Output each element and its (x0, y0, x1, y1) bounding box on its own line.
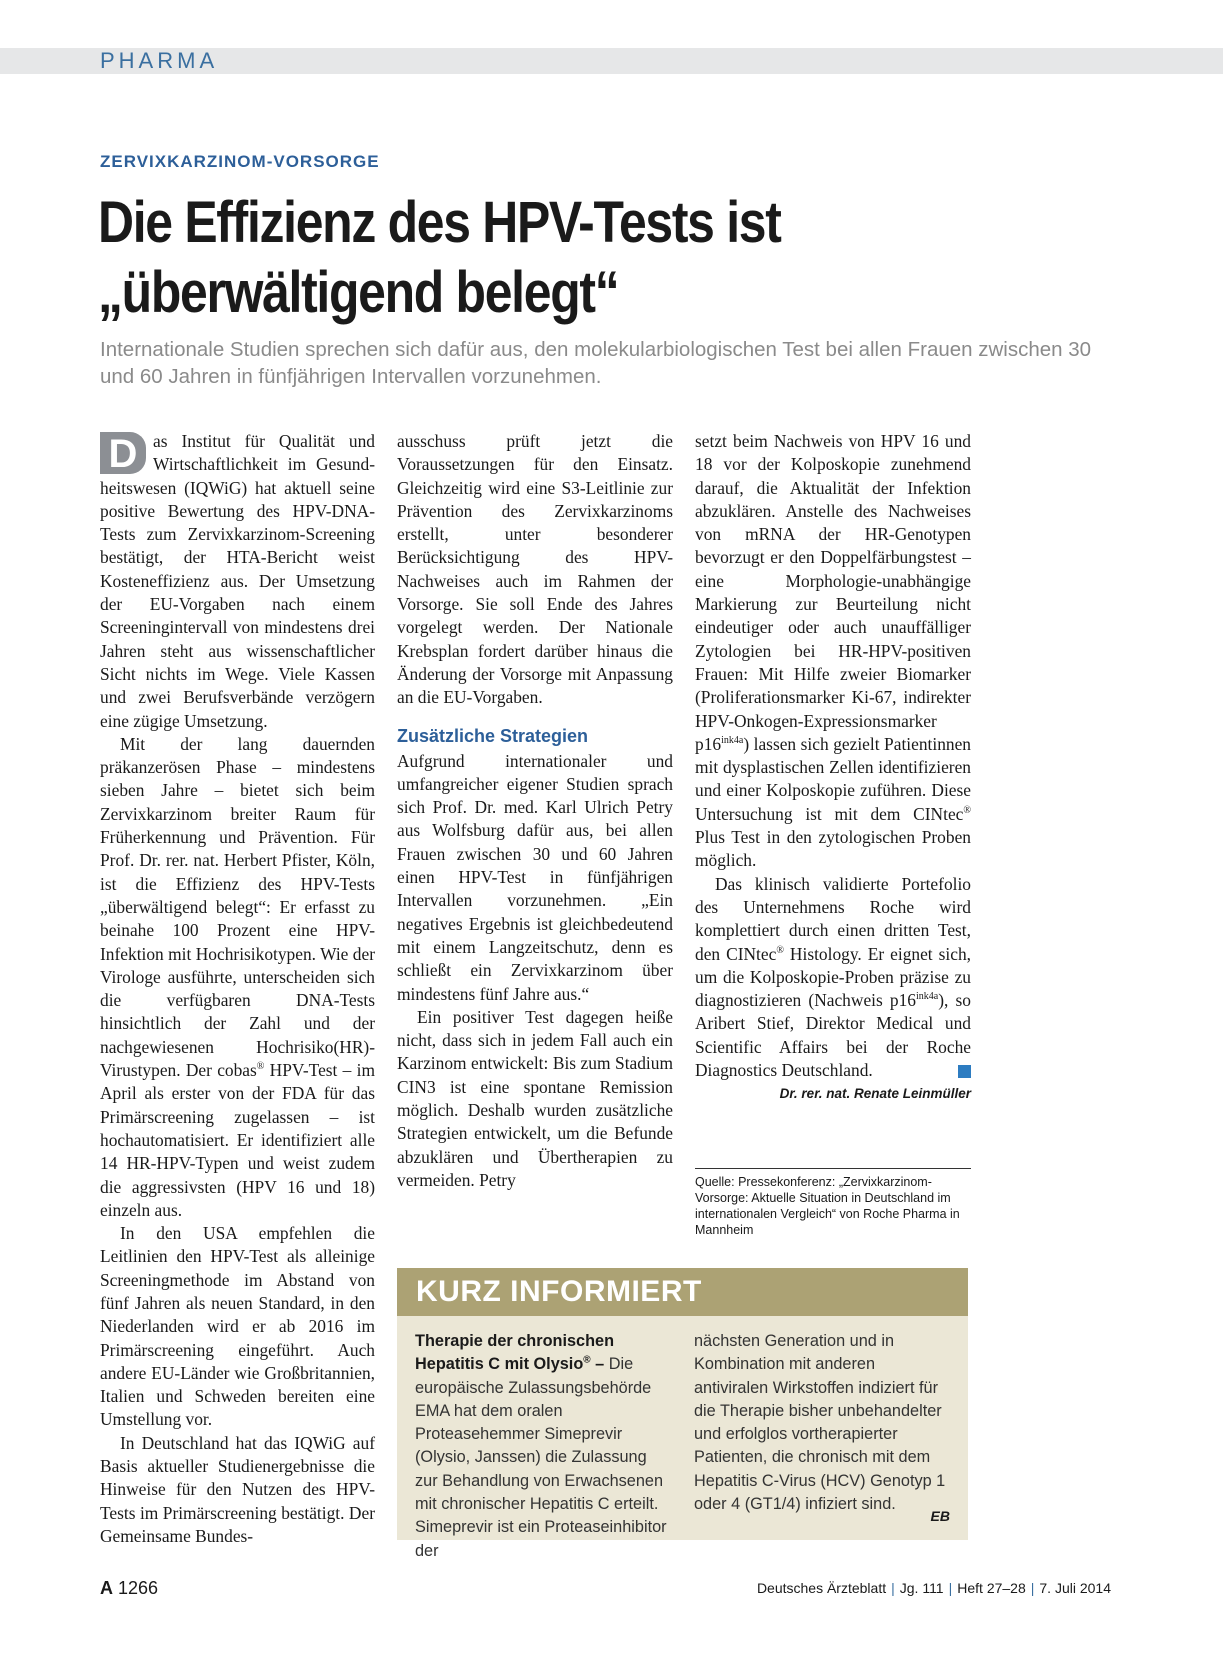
article-author: Dr. rer. nat. Renate Leinmüller (779, 1086, 971, 1102)
article-headline (98, 188, 975, 328)
paragraph-3: In den USA empfehlen die Leitlinien den HPV-Test als alleinige Screeningmethode im Abstand von fünf Jahren als neuen Standard, in den Niederlanden wird er ab 2016 im Primärscreening eingeführt. Auch andere EU-Länder wie Großbritannien, Italien und Schweden bereiten eine Umstellung vor. (100, 1223, 375, 1430)
article-column-1 (100, 430, 375, 1548)
superscript-ink4a: ink4a (721, 735, 744, 747)
info-box-heading: KURZ INFORMIERT (416, 1275, 702, 1308)
journal-issue: Heft 27–28 (957, 1580, 1026, 1596)
registered-mark: ® (963, 804, 971, 816)
paragraph-7-text-a: Das klinisch validierte Portefolio des Unternehmens Roche wird komplettiert durch einen dritten Test, den CINtec (695, 873, 971, 964)
footer-separator: | (891, 1580, 895, 1596)
paragraph-6: Ein positiver Test dagegen heiße nicht, dass sich in jedem Fall auch ein Karzinom entwickelt: Bis zum Stadium CIN3 ist eine spontane Remission möglich. Deshalb wurden zusätzliche Strategien entwickelt, um die Befunde abzuklären und Übertherapien zu vermeiden. Petry (397, 1006, 673, 1190)
section-label: PHARMA (100, 48, 219, 73)
info-box-lead-dash: – (590, 1355, 605, 1374)
info-box-signature: EB (930, 1508, 950, 1524)
journal-date: 7. Juli 2014 (1039, 1580, 1111, 1596)
article-column-3 (695, 430, 971, 1104)
paragraph-5: Aufgrund internationaler und umfangreicher eigener Studien sprach sich Prof. Dr. med. Karl Ulrich Petry aus Wolfsburg dafür aus, bei allen Frauen zwischen 30 und 60 Jahren einen HPV-Test in fünfjährigen Intervallen vorzunehmen. „Ein negatives Ergebnis ist gleichbedeutend mit einem Langzeitschutz, denn es schließt ein Zervixkarzinom über mindestens fünf Jahre aus.“ (397, 750, 673, 1004)
journal-volume: Jg. 111 (899, 1580, 944, 1596)
page-prefix: A (100, 1578, 113, 1598)
paragraph-1 (100, 430, 375, 733)
journal-name: Deutsches Ärzteblatt (756, 1580, 887, 1596)
paragraph-6-text-c: ) lassen sich gezielt Patientinnen mit dysplastischen Zellen identifizieren und einer Kolposkopie zuführen. Diese Untersuchung ist mit dem CINtec (695, 733, 971, 824)
paragraph-1-text: as Institut für Qualität und Wirtschaftlichkeit im Gesundheitswesen (IQWiG) hat aktuell seine positive Bewertung des HPV-DNA-Tests zum Zervixkarzinom-Screening bestätigt, der HTA-Bericht weist Kosteneffizienz aus. Der Umsetzung der EU-Vorgaben nach einem Screeningintervall von mindestens drei Jahren steht aus wissenschaftlicher Sicht nichts im Wege. Viele Kassen und zwei Berufsverbände verzögern eine zügige Umsetzung. (100, 431, 375, 731)
headline-line-2: „überwältigend belegt“ (98, 260, 619, 325)
paragraph-7 (695, 873, 971, 1083)
paragraph-4-continued: ausschuss prüft jetzt die Voraussetzungen für den Einsatz. Gleichzeitig wird eine S3-Leitlinie zur Prävention des Zervixkarzinoms erstellt, unter besonderer Berücksichtigung des HPV-Nachweises auch im Rahmen der Vorsorge. Sie soll Ende des Jahres vorgelegt werden. Der Nationale Krebsplan fordert darüber hinaus die Änderung der Vorsorge mit Anpassung an die EU-Vorgaben. (397, 431, 673, 708)
paragraph-2-text-b: HPV-Test – im April als erster von der FDA für das Primärscreening zugelassen – ist hochautomatisiert. Er identifiziert alle 14 HR-HPV-Typen und weist zudem die aggressivsten (HPV 16 und 18) einzeln aus. (100, 1060, 375, 1220)
info-box-lead-text: Therapie der chronischen Hepatitis C mit Olysio (415, 1332, 615, 1374)
superscript-ink4a: ink4a (916, 991, 939, 1003)
info-box-lead (415, 1332, 614, 1373)
registered-mark: ® (583, 1354, 591, 1366)
paragraph-7-text-b: Histology. Er eignet sich, um die Kolposkopie-Proben präzise zu diagnostizieren (Nachweis p16 (695, 943, 971, 1011)
page-number (100, 1578, 158, 1599)
paragraph-6-continued (695, 430, 971, 873)
end-mark-icon (958, 1065, 971, 1078)
paragraph-2-text-a: Mit der lang dauernden präkanzerösen Phase – mindestens sieben Jahre – bietet sich beim Zervixkarzinom breiter Raum für Früherkennung und Prävention. Für Prof. Dr. rer. nat. Herbert Pfister, Köln, ist die Effizienz des HPV-Tests „überwältigend belegt“: Er erfasst zu beinahe 100 Prozent eine HPV-Infektion mit Hochrisikotypen. Wie der Virologe ausführte, unterscheiden sich die verfügbaren DNA-Tests hinsichtlich der Zahl und der nachgewiesenen Hochrisiko(HR)-Virustypen. Der cobas (100, 733, 375, 1081)
paragraph-6-text-b: setzt beim Nachweis von HPV 16 und 18 vor der Kolposkopie zunehmend darauf, die Aktualität der Infektion abzuklären. Anstelle des Nachweises von mRNA der HR-Genotypen bevorzugt er den Doppelfärbungstest – eine Morphologie-unabhängige Markierung zur Beurteilung nicht eindeutiger oder auch unauffälliger Zytologien bei HR-HPV-positiven Frauen: Mit Hilfe zweier Biomarker (Proliferationsmarker Ki-67, indirekter HPV-Onkogen-Expressionsmarker p16 (695, 431, 971, 754)
source-note: Quelle: Pressekonferenz: „Zervixkarzinom-Vorsorge: Aktuelle Situation in Deutschland im internationalen Vergleich“ von Roche Pharma in Mannheim (695, 1168, 971, 1238)
info-box-header (397, 1268, 968, 1316)
info-box-text-1: Die europäische Zulassungsbehörde EMA hat dem oralen Proteasehemmer Simeprevir (Olysio, Janssen) die Zulassung zur Behandlung von Erwachsenen mit chronischer Hepatitis C erteilt. Simeprevir ist ein Proteaseinhibitor der (415, 1355, 667, 1560)
paragraph-6-text-d: Plus Test in den zytologischen Proben möglich. (695, 827, 971, 871)
subheading: Zusätzliche Strategien (397, 725, 589, 746)
registered-mark: ® (256, 1061, 265, 1073)
info-box-column-2: nächsten Generation und in Kombination mit anderen antiviralen Wirkstoffen indiziert für die Therapie bisher unbehandelter und erfolglos vortherapierter Patienten, die chronisch mit dem Hepatitis C-Virus (HCV) Genotyp 1 oder 4 (GT1/4) infiziert sind. (694, 1332, 946, 1514)
footer-separator: | (1030, 1580, 1035, 1596)
page-number-value: 1266 (118, 1578, 159, 1598)
article-kicker: ZERVIXKARZINOM-VORSORGE (100, 152, 380, 171)
registered-mark: ® (776, 944, 784, 956)
info-box (397, 1316, 968, 1560)
headline-line-1: Die Effizienz des HPV-Tests ist (98, 190, 781, 255)
info-box-column-1 (415, 1330, 673, 1563)
paragraph-4: In Deutschland hat das IQWiG auf Basis aktueller Studienergebnisse die Hinweise für den Nutzen des HPV-Tests im Primärscreening bestätigt. Der Gemeinsame Bundes- (100, 1432, 375, 1546)
article-subtitle: Internationale Studien sprechen sich dafür aus, den molekularbiologischen Test bei allen Frauen zwischen 30 und 60 Jahren in fünfjährigen Intervallen vorzunehmen. (100, 338, 1092, 388)
paragraph-7-text-c: ), so Aribert Stief, Direktor Medical und Scientific Affairs bei der Roche Diagnostics Deutschland. (695, 990, 971, 1081)
paragraph-2 (100, 733, 375, 1222)
drop-cap: D (100, 432, 146, 474)
footer-separator: | (948, 1580, 953, 1596)
article-column-2 (397, 430, 673, 1192)
publication-info (757, 1580, 1111, 1596)
